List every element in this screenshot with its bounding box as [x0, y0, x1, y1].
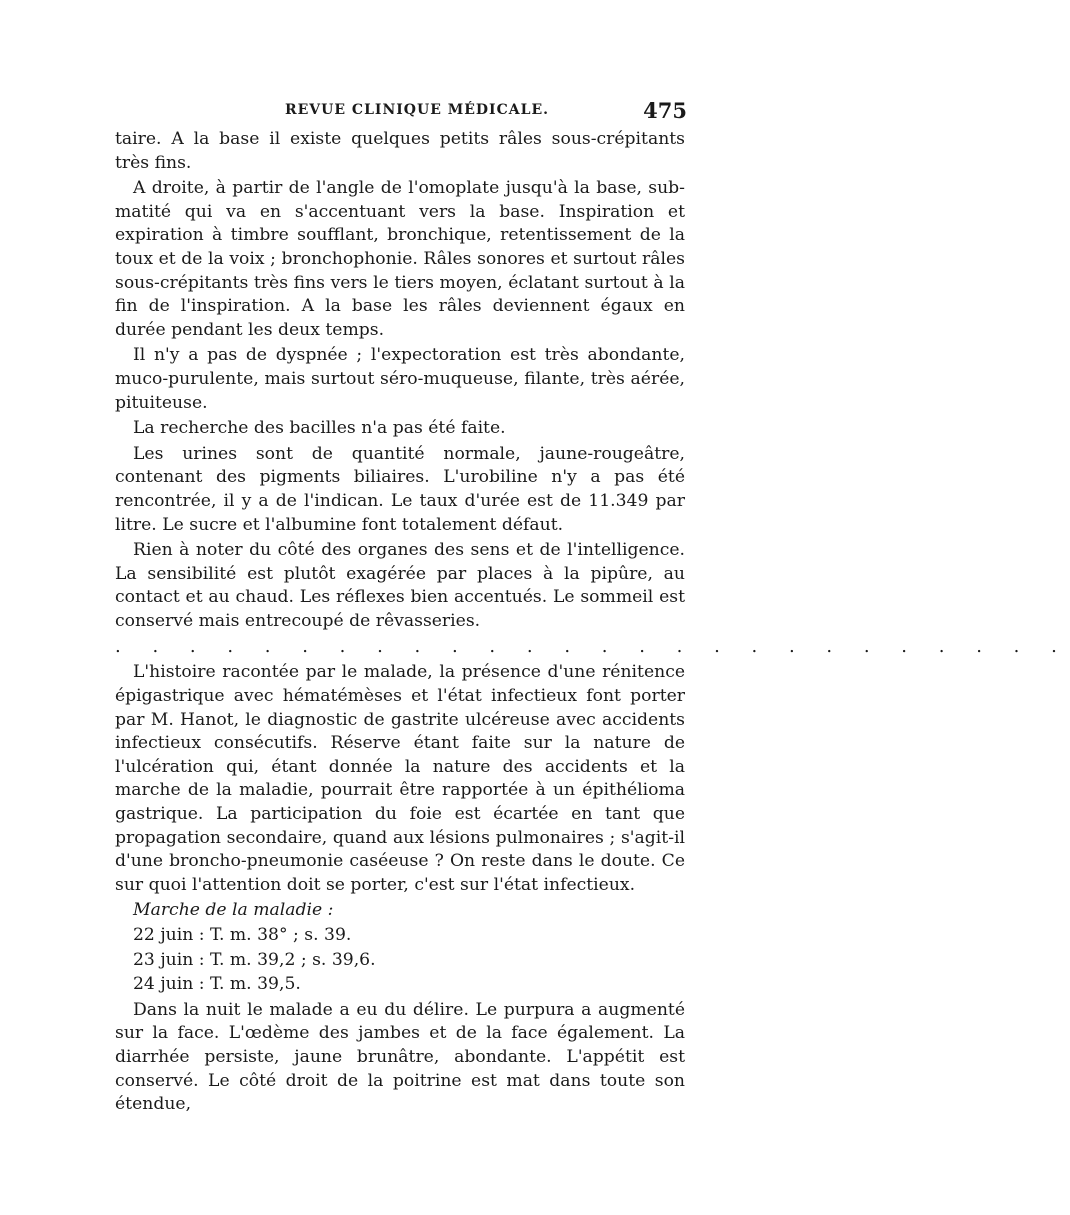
paragraph: A droite, à partir de l'angle de l'omoplate jusqu'à la base, sub-matité qui va en s'accentuant vers la base. Inspiration et expiration à timbre soufflant, bronchique, retentissement de la toux et de la voix ; bronchophonie. Râles sonores et surtout râles sous-crépitants très fins vers le tiers moyen, éclatant surtout à la fin de l'inspiration. A la base les râles deviennent égaux en durée pendant les deux temps.	[115, 178, 685, 340]
paragraph: taire. A la base il existe quelques petits râles sous-crépitants très fins.	[115, 129, 685, 173]
paragraph: Dans la nuit le malade a eu du délire. Le purpura a augmenté sur la face. L'œdème des jambes et de la face également. La diarrhée persiste, jaune brunâtre, abondante. L'appétit est conservé. Le côté droit de la poitrine est mat dans toute son étendue,	[115, 999, 685, 1115]
paragraph: La recherche des bacilles n'a pas été faite.	[133, 418, 506, 439]
body-text	[115, 128, 1070, 1119]
paragraph: Les urines sont de quantité normale, jaune-rougeâtre, contenant des pigments biliaires. L'urobiline n'y a pas été rencontrée, il y a de l'indican. Le taux d'urée est de 11.349 par litre. Le sucre et l'albumine font totalement défaut.	[115, 443, 685, 535]
running-head: REVUE CLINIQUE MÉDICALE.	[285, 102, 550, 118]
course-heading: Marche de la maladie :	[133, 900, 334, 921]
temperature-entry: 24 juin : T. m. 39,5.	[133, 974, 301, 995]
paragraph: Rien à noter du côté des organes des sens et de l'intelligence. La sensibilité est plutôt exagérée par places à la pipûre, au contact et au chaud. Les réflexes bien accentués. Le sommeil est conservé mais entrecoupé de rêvasseries.	[115, 540, 685, 631]
temperature-entry: 23 juin : T. m. 39,2 ; s. 39,6.	[133, 949, 376, 970]
paragraph: L'histoire racontée par le malade, la présence d'une rénitence épigastrique avec hématémèses et l'état infectieux font porter par M. Hanot, le diagnostic de gastrite ulcéreuse avec accidents infectieux consécutifs. Réserve étant faite sur la nature de l'ulcération qui, étant donnée la nature des accidents et la marche de la maladie, pourrait être rapportée à un épithélioma gastrique. La participation du foie est écartée en tant que propagation secondaire, quand aux lésions pulmonaires ; s'agit-il d'une broncho-pneumonie caséeuse ? On reste dans le doute. Ce sur quoi l'attention doit se porter, c'est sur l'état infectieux.	[115, 662, 685, 895]
page-number: 475	[643, 98, 687, 123]
temperature-entry: 22 juin : T. m. 38° ; s. 39.	[133, 925, 352, 945]
page-header	[115, 100, 685, 124]
paragraph: Il n'y a pas de dyspnée ; l'expectoration est très abondante, muco-purulente, mais surtout séro-muqueuse, filante, très aérée, pituiteuse.	[115, 345, 685, 413]
section-separator: . . . . . . . . . . . . . . . . . . . . . . . . . .	[115, 636, 1070, 658]
